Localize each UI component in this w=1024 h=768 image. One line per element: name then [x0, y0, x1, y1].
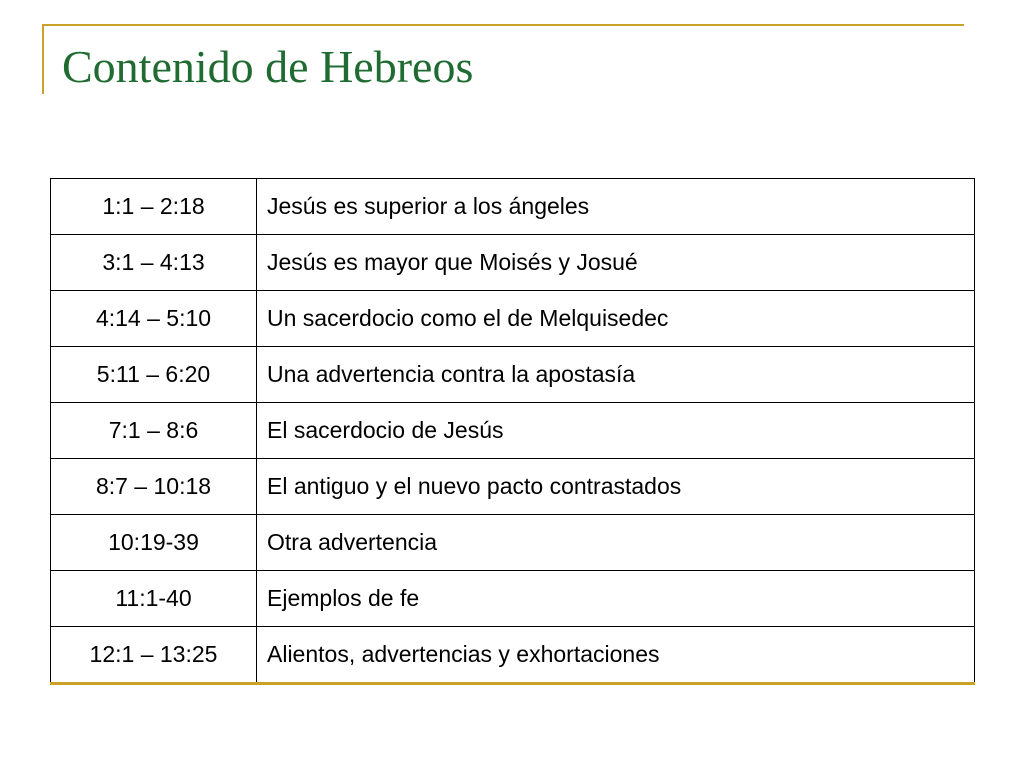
table-row — [51, 235, 975, 291]
reference-cell: 1:1 – 2:18 — [51, 179, 257, 235]
table-row — [51, 347, 975, 403]
table-row — [51, 571, 975, 627]
table-row — [51, 515, 975, 571]
table-row — [51, 403, 975, 459]
description-cell: Alientos, advertencias y exhortaciones — [257, 627, 975, 684]
table-row — [51, 291, 975, 347]
description-cell: Un sacerdocio como el de Melquisedec — [257, 291, 975, 347]
description-cell: El antiguo y el nuevo pacto contrastados — [257, 459, 975, 515]
description-cell: El sacerdocio de Jesús — [257, 403, 975, 459]
reference-cell: 7:1 – 8:6 — [51, 403, 257, 459]
description-cell: Jesús es mayor que Moisés y Josué — [257, 235, 975, 291]
reference-cell: 10:19-39 — [51, 515, 257, 571]
reference-cell: 4:14 – 5:10 — [51, 291, 257, 347]
outline-table — [50, 178, 975, 685]
accent-line-top — [42, 24, 964, 26]
reference-cell: 11:1-40 — [51, 571, 257, 627]
description-cell: Una advertencia contra la apostasía — [257, 347, 975, 403]
reference-cell: 8:7 – 10:18 — [51, 459, 257, 515]
description-cell: Jesús es superior a los ángeles — [257, 179, 975, 235]
reference-cell: 12:1 – 13:25 — [51, 627, 257, 684]
accent-line-left — [42, 24, 44, 94]
table-row — [51, 627, 975, 684]
description-cell: Ejemplos de fe — [257, 571, 975, 627]
description-cell: Otra advertencia — [257, 515, 975, 571]
reference-cell: 5:11 – 6:20 — [51, 347, 257, 403]
page-title: Contenido de Hebreos — [62, 41, 474, 92]
table-row — [51, 179, 975, 235]
table-row — [51, 459, 975, 515]
reference-cell: 3:1 – 4:13 — [51, 235, 257, 291]
